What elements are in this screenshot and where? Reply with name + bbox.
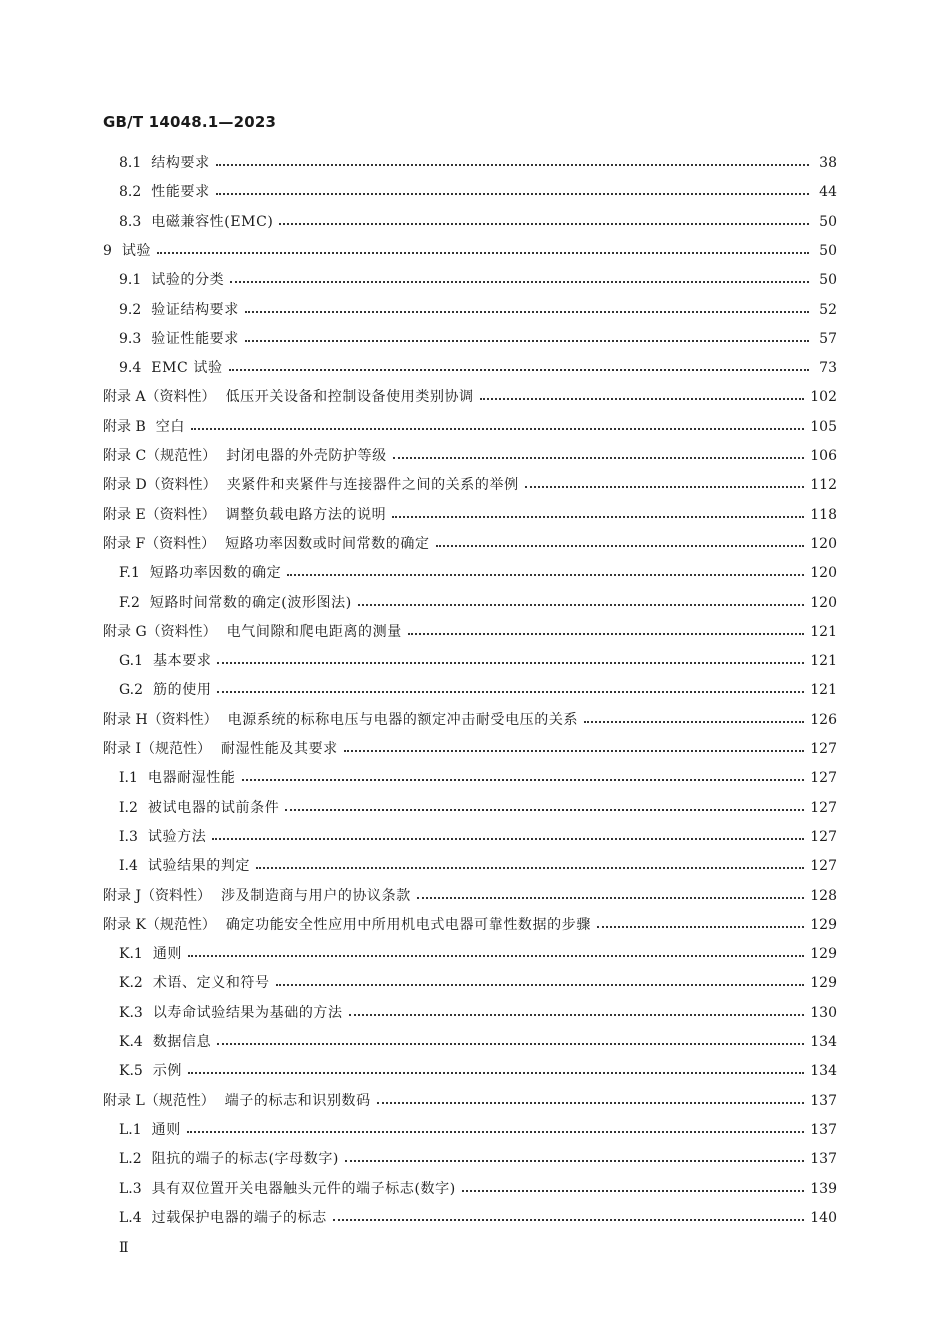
toc-dot-leader: [217, 681, 804, 693]
toc-dot-leader: [462, 1180, 804, 1192]
toc-entry-number: I.3: [119, 828, 138, 845]
toc-entry[interactable]: [119, 1002, 837, 1024]
toc-dot-leader: [333, 1209, 804, 1221]
toc-dot-leader: [436, 535, 805, 547]
toc-entry-title: 验证结构要求: [151, 301, 239, 318]
toc-entry[interactable]: [119, 1119, 837, 1141]
toc-entry-number: 9.2: [119, 301, 142, 318]
toc-entry-title: 夹紧件和夹紧件与连接器件之间的关系的举例: [226, 477, 519, 494]
toc-entry-page: 120: [810, 565, 837, 582]
toc-dot-leader: [344, 740, 804, 752]
toc-entry-page: 50: [819, 213, 837, 230]
toc-entry[interactable]: [103, 416, 837, 438]
toc-entry-title: 试验方法: [147, 828, 207, 845]
toc-entry-title: 确定功能安全性应用中所用机电式电器可靠性数据的步骤: [225, 916, 591, 933]
toc-entry-title: 电磁兼容性(EMC): [151, 213, 274, 230]
toc-dot-leader: [345, 1150, 804, 1162]
toc-entry-page: 126: [810, 711, 837, 728]
toc-entry-page: 44: [819, 184, 837, 201]
toc-entry-title: 结构要求: [151, 155, 210, 171]
toc-entry-number: 8.3: [119, 213, 142, 230]
toc-entry[interactable]: [119, 855, 837, 877]
toc-dot-leader: [525, 476, 805, 488]
toc-dot-leader: [584, 711, 804, 723]
toc-entry[interactable]: [103, 240, 837, 262]
toc-entry-title: 封闭电器的外壳防护等级: [226, 448, 387, 464]
toc-entry-page: 139: [810, 1180, 837, 1197]
toc-entry[interactable]: [119, 679, 837, 701]
toc-entry[interactable]: [103, 533, 837, 555]
toc-entry-page: 106: [810, 448, 837, 464]
toc-entry-page: 120: [810, 594, 837, 611]
toc-entry[interactable]: [119, 767, 837, 789]
toc-entry-number: 8.1: [119, 155, 142, 171]
toc-entry[interactable]: [119, 797, 837, 819]
toc-dot-leader: [377, 1092, 805, 1104]
toc-dot-leader: [217, 1033, 804, 1045]
toc-entry-title: 过载保护电器的端子的标志: [151, 1209, 327, 1226]
toc-dot-leader: [358, 594, 804, 606]
toc-entry[interactable]: [119, 592, 837, 614]
toc-entry-title: 短路功率因数或时间常数的确定: [225, 535, 430, 552]
toc-entry-page: 137: [810, 1121, 837, 1138]
toc-entry-number: 附录 K（规范性）: [103, 916, 216, 933]
toc-entry[interactable]: [103, 386, 837, 408]
toc-entry-title: 筋的使用: [153, 682, 212, 699]
toc-entry-number: G.2: [119, 682, 144, 699]
toc-dot-leader: [417, 887, 804, 899]
toc-entry-page: 50: [819, 272, 837, 289]
toc-entry-title: 试验结果的判定: [147, 858, 251, 875]
toc-entry-title: 试验: [121, 242, 152, 259]
page-number: Ⅱ: [119, 1240, 129, 1256]
toc-entry-page: 127: [810, 858, 837, 875]
toc-entry[interactable]: [119, 650, 837, 672]
toc-entry-title: 通则: [152, 946, 183, 963]
toc-dot-leader: [393, 447, 804, 459]
toc-entry-number: F.2: [119, 594, 140, 611]
toc-dot-leader: [287, 564, 804, 576]
toc-entry-number: 附录 I（规范性）: [103, 741, 211, 757]
toc-dot-leader: [245, 301, 809, 313]
toc-entry-number: 附录 J（资料性）: [103, 887, 212, 904]
toc-entry-number: 9: [103, 242, 112, 259]
toc-entry-number: I.1: [119, 770, 138, 787]
toc-entry-title: 示例: [152, 1063, 183, 1080]
toc-entry[interactable]: [103, 709, 837, 731]
toc-entry-title: 低压开关设备和控制设备使用类别协调: [225, 389, 474, 406]
toc-entry-number: K.2: [119, 975, 143, 992]
toc-entry[interactable]: [119, 972, 837, 994]
toc-entry-number: K.1: [119, 946, 143, 963]
toc-dot-leader: [191, 418, 804, 430]
toc-entry-number: 附录 L（规范性）: [103, 1092, 215, 1109]
toc-entry-page: 121: [810, 623, 837, 640]
toc-entry-number: F.1: [119, 565, 140, 582]
toc-dot-leader: [230, 271, 809, 283]
toc-entry-title: 试验的分类: [151, 272, 225, 289]
toc-entry-number: 附录 G（资料性）: [103, 623, 217, 640]
toc-entry[interactable]: [103, 914, 837, 936]
toc-dot-leader: [212, 828, 804, 840]
toc-entry-page: 129: [810, 916, 837, 933]
toc-entry-number: I.2: [119, 799, 138, 816]
toc-entry-page: 134: [810, 1034, 837, 1050]
toc-entry-title: EMC 试验: [151, 360, 223, 377]
toc-entry[interactable]: [119, 357, 837, 379]
toc-dot-leader: [408, 623, 804, 635]
toc-entry[interactable]: [103, 1090, 837, 1112]
toc-dot-leader: [187, 1121, 804, 1133]
toc-entry-page: 137: [810, 1151, 837, 1168]
toc-entry-page: 129: [810, 946, 837, 963]
toc-dot-leader: [217, 652, 804, 664]
toc-dot-leader: [245, 330, 809, 342]
toc-entry[interactable]: [119, 1178, 837, 1200]
toc-entry-page: 121: [810, 682, 837, 699]
toc-entry-title: 端子的标志和识别数码: [224, 1092, 371, 1109]
toc-entry-page: 120: [810, 535, 837, 552]
toc-dot-leader: [188, 945, 804, 957]
toc-entry[interactable]: [103, 445, 837, 467]
toc-dot-leader: [349, 1004, 805, 1016]
toc-entry-number: L.3: [119, 1180, 142, 1197]
toc-entry-number: 附录 H（资料性）: [103, 711, 218, 728]
toc-entry-title: 验证性能要求: [151, 330, 239, 347]
toc-entry-title: 空白: [155, 418, 185, 435]
toc-entry-number: 9.4: [119, 360, 142, 377]
toc-entry-title: 短路功率因数的确定: [149, 565, 282, 582]
toc-entry[interactable]: [103, 504, 837, 526]
toc-entry[interactable]: [119, 1148, 837, 1170]
toc-entry-page: 127: [810, 799, 837, 816]
toc-entry-number: 9.1: [119, 272, 142, 289]
toc-entry[interactable]: [103, 885, 837, 907]
toc-entry-number: L.4: [119, 1209, 142, 1226]
toc-entry[interactable]: [119, 181, 837, 203]
toc-entry-title: 电源系统的标称电压与电器的额定冲击耐受电压的关系: [227, 711, 579, 728]
toc-dot-leader: [597, 916, 804, 928]
toc-entry-page: 127: [810, 770, 837, 787]
toc-dot-leader: [242, 769, 805, 781]
toc-entry[interactable]: [119, 328, 837, 350]
toc-entry[interactable]: [119, 1060, 837, 1082]
toc-entry-page: 73: [819, 360, 837, 377]
toc-entry[interactable]: [119, 211, 837, 233]
toc-entry-page: 50: [819, 242, 837, 259]
toc-entry-title: 术语、定义和符号: [152, 975, 270, 992]
toc-entry-number: L.1: [119, 1121, 142, 1138]
toc-entry[interactable]: [119, 826, 837, 848]
toc-entry-number: 9.3: [119, 330, 142, 347]
toc-entry-number: 附录 F（资料性）: [103, 535, 216, 552]
toc-dot-leader: [157, 242, 809, 254]
toc-entry-title: 基本要求: [153, 653, 212, 670]
toc-entry[interactable]: [119, 943, 837, 965]
toc-entry-title: 被试电器的试前条件: [147, 799, 280, 816]
toc-entry-number: G.1: [119, 653, 144, 670]
toc-entry-number: K.5: [119, 1063, 143, 1080]
toc-dot-leader: [256, 857, 804, 869]
toc-entry-page: 121: [810, 653, 837, 670]
toc-entry-page: 129: [810, 975, 837, 992]
toc-entry-title: 具有双位置开关电器触头元件的端子标志(数字): [151, 1180, 456, 1197]
toc-dot-leader: [216, 183, 809, 195]
toc-entry-page: 102: [810, 389, 837, 406]
toc-entry-number: I.4: [119, 858, 138, 875]
toc-entry[interactable]: [119, 1207, 837, 1229]
toc-entry-number: K.3: [119, 1004, 143, 1021]
toc-entry-number: L.2: [119, 1151, 142, 1168]
toc-entry-number: 附录 A（资料性）: [103, 389, 216, 406]
toc-entry-page: 130: [810, 1004, 837, 1021]
standard-number-header: GB/T 14048.1—2023: [103, 113, 277, 131]
toc-dot-leader: [279, 213, 809, 225]
toc-dot-leader: [276, 974, 805, 986]
toc-entry-page: 57: [819, 330, 837, 347]
toc-entry-number: 附录 B: [103, 418, 146, 435]
toc-entry-title: 数据信息: [152, 1034, 212, 1050]
toc-entry-title: 短路时间常数的确定(波形图法): [149, 594, 352, 611]
toc-entry-page: 118: [810, 506, 837, 523]
toc-entry-page: 137: [810, 1092, 837, 1109]
toc-entry-number: 附录 D（资料性）: [103, 477, 217, 494]
toc-entry-page: 127: [810, 741, 837, 757]
toc-entry-title: 阻抗的端子的标志(字母数字): [151, 1151, 339, 1168]
toc-entry-page: 105: [810, 418, 837, 435]
toc-entry[interactable]: [119, 562, 837, 584]
toc-entry-page: 38: [819, 155, 837, 171]
toc-entry[interactable]: [119, 152, 837, 174]
toc-entry[interactable]: [119, 1031, 837, 1053]
toc-entry-number: K.4: [119, 1034, 143, 1050]
toc-entry-number: 附录 E（资料性）: [103, 506, 216, 523]
toc-entry-page: 128: [810, 887, 837, 904]
toc-dot-leader: [188, 1062, 804, 1074]
toc-entry-number: 附录 C（规范性）: [103, 448, 217, 464]
toc-entry-page: 134: [810, 1063, 837, 1080]
toc-entry-page: 112: [810, 477, 837, 494]
toc-entry[interactable]: [119, 299, 837, 321]
toc-entry-title: 调整负载电路方法的说明: [225, 506, 387, 523]
toc-dot-leader: [216, 154, 809, 166]
toc-dot-leader: [285, 799, 804, 811]
toc-entry-page: 140: [810, 1209, 837, 1226]
toc-dot-leader: [392, 506, 804, 518]
toc-entry[interactable]: [103, 738, 837, 760]
toc-entry[interactable]: [119, 269, 837, 291]
toc-entry-title: 涉及制造商与用户的协议条款: [221, 887, 411, 904]
toc-entry[interactable]: [103, 621, 837, 643]
toc-entry-page: 52: [819, 301, 837, 318]
toc-entry-number: 8.2: [119, 184, 142, 201]
toc-entry-title: 性能要求: [151, 184, 210, 201]
toc-entry-title: 以寿命试验结果为基础的方法: [152, 1004, 343, 1021]
toc-entry-title: 通则: [151, 1121, 181, 1138]
toc-entry-title: 电器耐湿性能: [147, 770, 236, 787]
toc-dot-leader: [480, 388, 805, 400]
toc-entry-page: 127: [810, 828, 837, 845]
toc-entry-title: 耐湿性能及其要求: [220, 741, 338, 757]
toc-entry-title: 电气间隙和爬电距离的测量: [226, 623, 402, 640]
toc-entry[interactable]: [103, 474, 837, 496]
toc-dot-leader: [229, 359, 809, 371]
